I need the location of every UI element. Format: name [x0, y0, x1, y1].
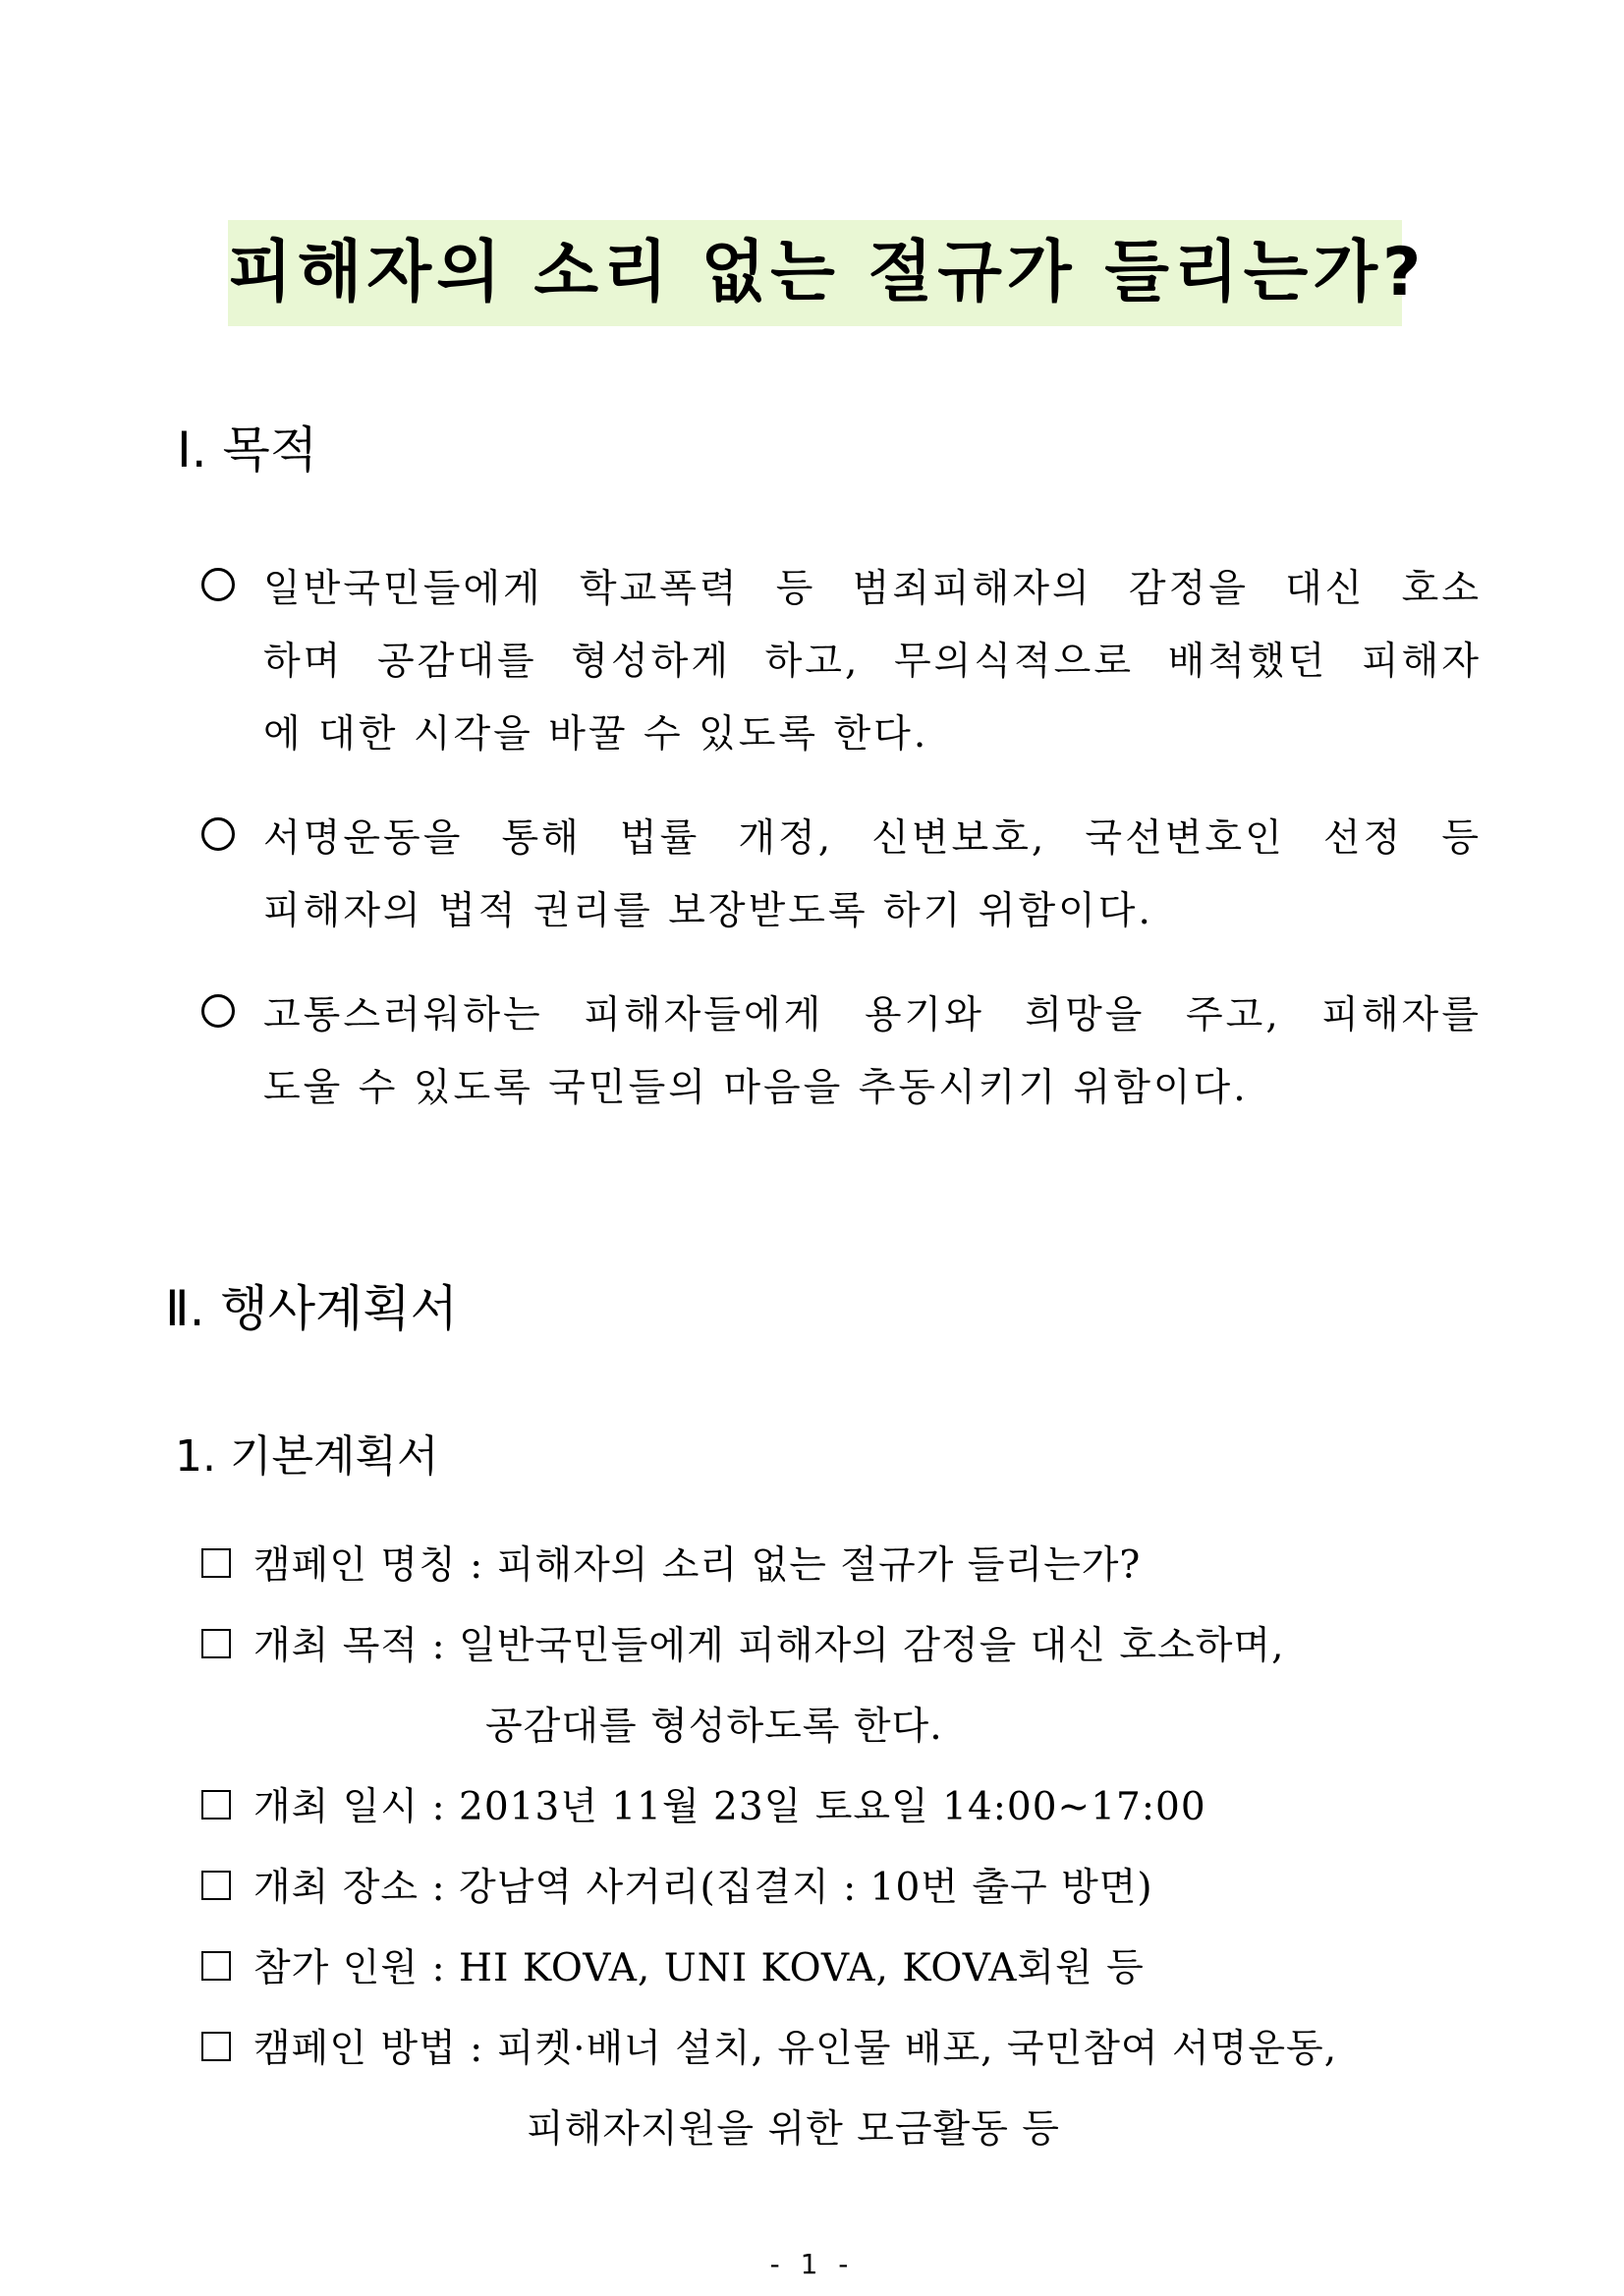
plan-item — [253, 1776, 1206, 1831]
circle-bullet-icon — [201, 568, 235, 601]
plan-item — [253, 2018, 1337, 2073]
purpose-line: 도울 수 있도록 국민들의 마음을 추동시키기 위함이다. — [263, 1066, 1249, 1110]
plan-item-value: 피해자의 소리 없는 절규가 들리는가? — [496, 1543, 1142, 1588]
checkbox-icon — [201, 2032, 231, 2061]
plan-item-label: 개최 목적 — [253, 1624, 420, 1668]
plan-item-continuation: 공감대를 형성하도록 한다. — [485, 1705, 943, 1749]
plan-item-value: 2013년 11월 23일 토요일 14:00~17:00 — [459, 1785, 1206, 1829]
plan-item — [253, 1615, 1285, 1670]
purpose-line: 고통스러워하는 피해자들에게 용기와 희망을 주고, 피해자를 — [263, 993, 1482, 1037]
purpose-line: 서명운동을 통해 법률 개정, 신변보호, 국선변호인 선정 등 — [263, 816, 1482, 861]
plan-item-label: 개최 일시 — [253, 1785, 420, 1829]
checkbox-icon — [201, 1548, 231, 1578]
plan-item — [253, 1937, 1145, 1992]
plan-item-value: 피켓·배너 설치, 유인물 배포, 국민참여 서명운동, — [496, 2027, 1338, 2071]
plan-item-separator: : — [419, 1785, 460, 1829]
purpose-line: 일반국민들에게 학교폭력 등 범죄피해자의 감정을 대신 호소 — [263, 567, 1482, 611]
checkbox-icon — [201, 1790, 231, 1820]
plan-item-separator: : — [419, 1624, 460, 1668]
page-title: 피해자의 소리 없는 절규가 들리는가? — [228, 234, 1427, 311]
purpose-line: 피해자의 법적 권리를 보장받도록 하기 위함이다. — [263, 889, 1153, 933]
page-number: - 1 - — [769, 2248, 855, 2280]
purpose-line: 에 대한 시각을 바꿀 수 있도록 한다. — [263, 712, 929, 756]
plan-item-value: 일반국민들에게 피해자의 감정을 대신 호소하며, — [459, 1624, 1285, 1668]
plan-item-label: 캠페인 방법 — [253, 2027, 457, 2071]
checkbox-icon — [201, 1871, 231, 1900]
plan-item-separator: : — [419, 1866, 460, 1910]
plan-item-continuation: 피해자지원을 위한 모금활동 등 — [527, 2107, 1060, 2152]
subsection-heading: 1. 기본계획서 — [175, 1431, 439, 1482]
plan-item-label: 개최 장소 — [253, 1866, 420, 1910]
plan-item-label: 참가 인원 — [253, 1946, 420, 1990]
plan-item-separator: : — [419, 1946, 460, 1990]
plan-item — [253, 1535, 1141, 1590]
circle-bullet-icon — [201, 817, 235, 851]
purpose-line: 하며 공감대를 형성하게 하고, 무의식적으로 배척했던 피해자 — [263, 640, 1482, 684]
plan-item-separator: : — [456, 1543, 497, 1588]
plan-item — [253, 1857, 1153, 1912]
plan-item-value: 강남역 사거리(집결지 : 10번 출구 방면) — [459, 1866, 1153, 1910]
plan-item-separator: : — [456, 2027, 497, 2071]
plan-item-value: HI KOVA, UNI KOVA, KOVA회원 등 — [459, 1946, 1145, 1990]
checkbox-icon — [201, 1951, 231, 1981]
section-heading-plan: Ⅱ. 행사계획서 — [165, 1280, 458, 1337]
plan-item-label: 캠페인 명칭 — [253, 1543, 457, 1588]
circle-bullet-icon — [201, 994, 235, 1028]
checkbox-icon — [201, 1629, 231, 1658]
section-heading-purpose: Ⅰ. 목적 — [177, 421, 318, 478]
